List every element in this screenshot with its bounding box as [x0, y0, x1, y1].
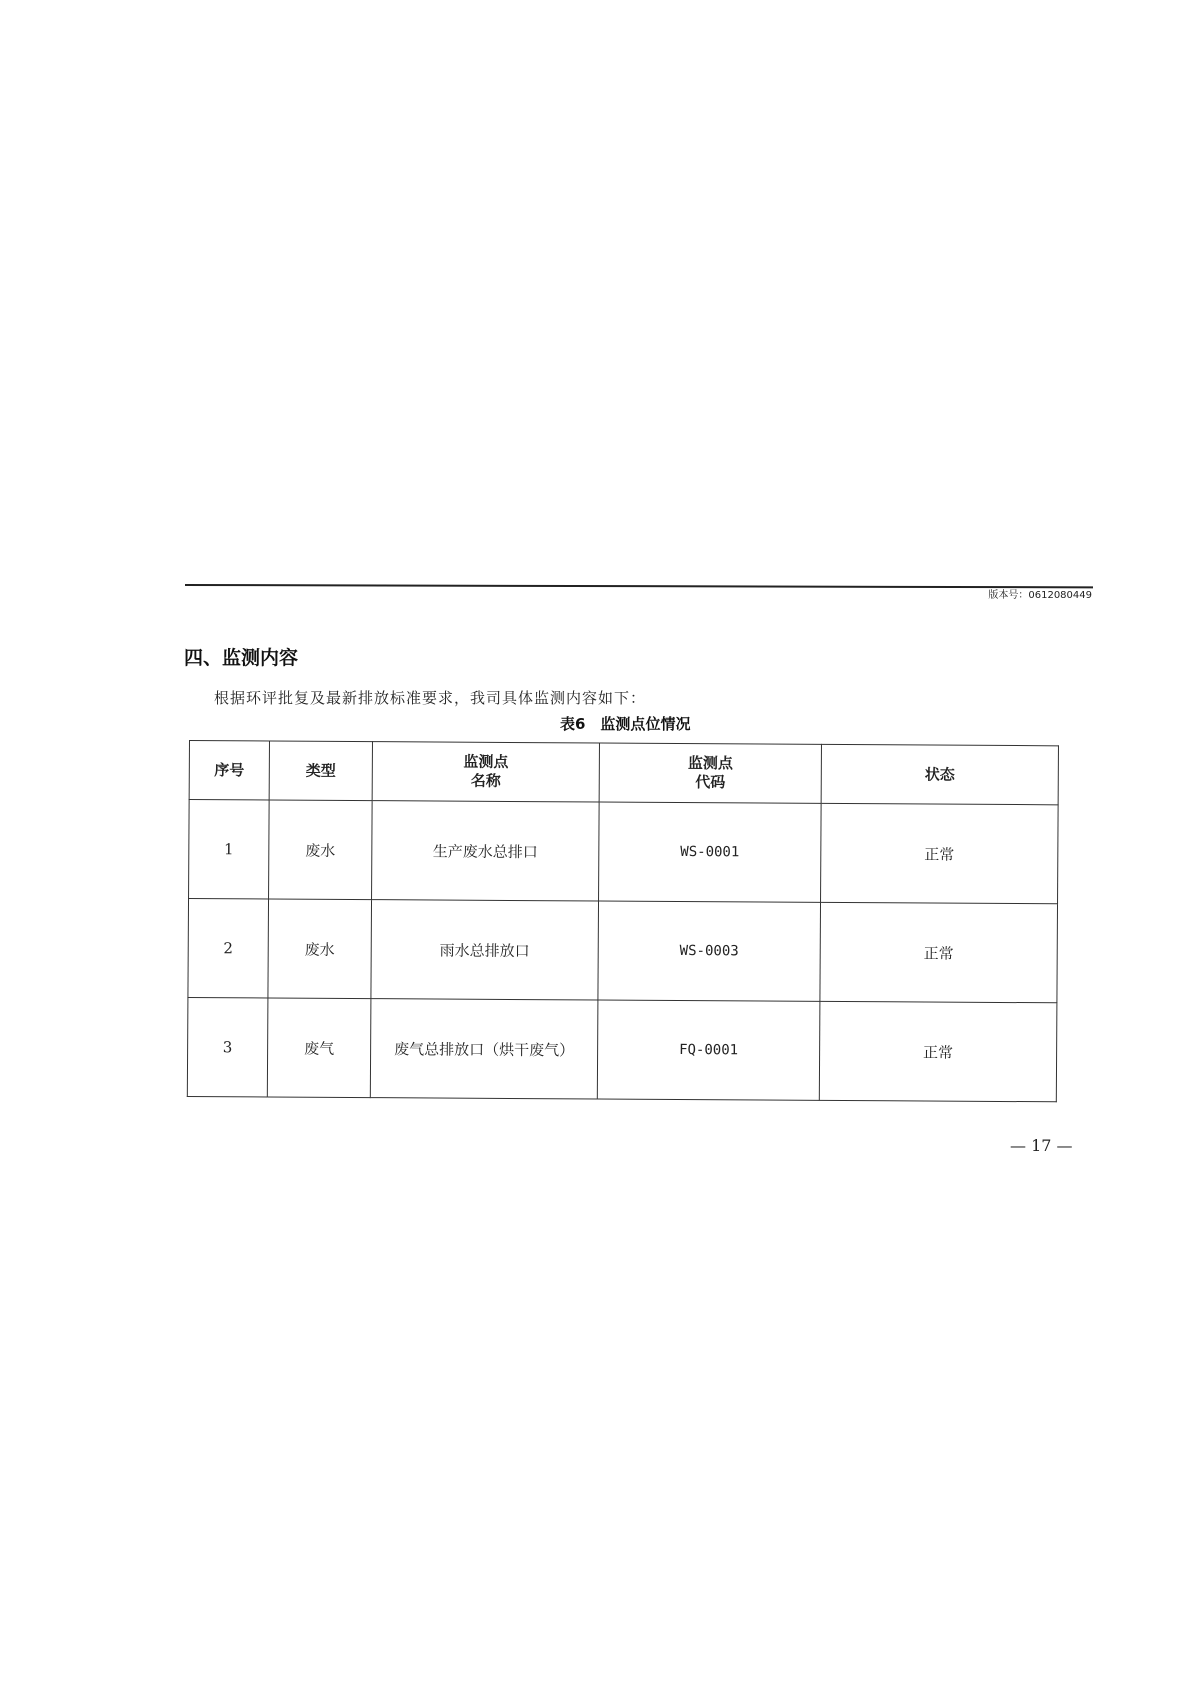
cell-status: 正常	[821, 803, 1059, 903]
cell-type: 废气	[267, 998, 371, 1098]
header-name	[372, 742, 599, 802]
header-index: 序号	[189, 741, 269, 800]
table-row	[187, 997, 1057, 1101]
cell-code: WS-0003	[598, 901, 821, 1001]
cell-name: 雨水总排放口	[371, 900, 599, 1000]
page-number: — 17 —	[1010, 1136, 1073, 1155]
table-row	[188, 899, 1058, 1003]
intro-paragraph: 根据环评批复及最新排放标准要求，我司具体监测内容如下：	[214, 689, 647, 707]
cell-status: 正常	[819, 1001, 1057, 1101]
cell-index: 2	[188, 899, 269, 998]
table-caption: 表6 监测点位情况	[560, 715, 691, 733]
monitoring-table-wrapper	[187, 740, 1058, 1102]
table-row	[189, 800, 1059, 904]
cell-type: 废水	[268, 899, 372, 999]
cell-name: 废气总排放口（烘干废气）	[370, 999, 598, 1099]
cell-code: WS-0001	[599, 802, 822, 902]
cell-index: 3	[187, 997, 268, 1096]
cell-type: 废水	[269, 800, 373, 900]
cell-name: 生产废水总排口	[372, 801, 600, 901]
table-header-row	[189, 741, 1058, 805]
header-type: 类型	[269, 741, 372, 801]
cell-index: 1	[189, 800, 270, 899]
version-number: 版本号：0612080449	[988, 590, 1092, 601]
header-status: 状态	[821, 744, 1058, 804]
cell-code: FQ-0001	[597, 1000, 820, 1100]
header-name-line1: 监测点	[463, 752, 509, 771]
header-code-line1: 监测点	[687, 754, 733, 773]
header-code	[599, 743, 821, 803]
cell-status: 正常	[820, 902, 1058, 1002]
section-title: 四、监测内容	[184, 647, 299, 669]
header-rule	[185, 584, 1093, 588]
header-code-line2: 代码	[695, 773, 726, 792]
monitoring-points-table	[187, 740, 1059, 1102]
header-name-line2: 名称	[470, 771, 501, 790]
